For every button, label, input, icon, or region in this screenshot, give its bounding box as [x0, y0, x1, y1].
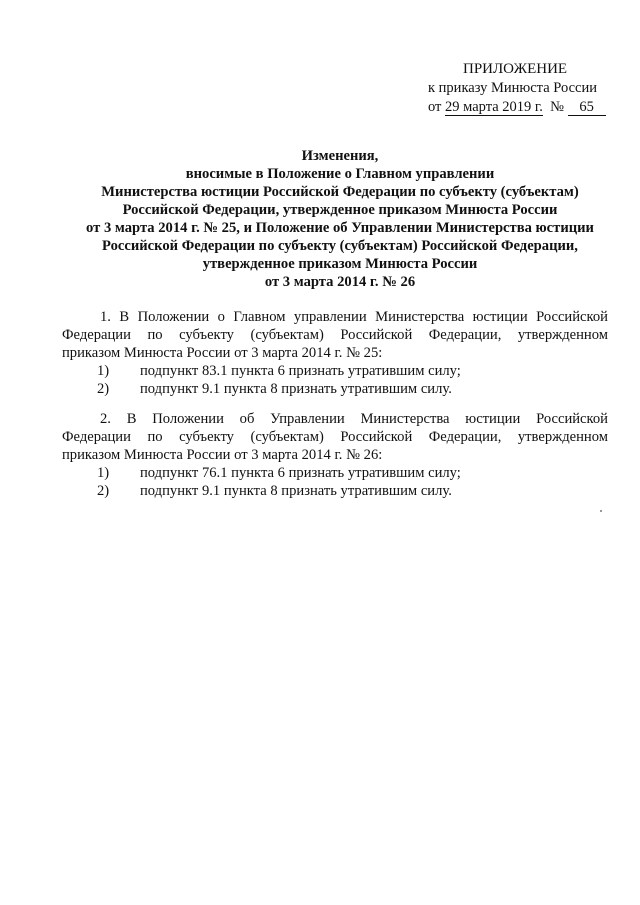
list-item — [62, 362, 608, 380]
date-value: 29 марта 2019 г. — [445, 99, 543, 115]
appendix-block — [428, 60, 628, 117]
heading-line: Изменения, — [301, 148, 379, 164]
section-2-line-2: Федерации по субъекту (субъектам) Российской Федерации, утвержденном — [62, 429, 608, 445]
list-item-number: 2) — [97, 483, 110, 499]
number-value: 65 — [568, 100, 606, 116]
section-1-line-3: приказом Минюста России от 3 марта 2014 г. № 25: — [62, 345, 383, 361]
appendix-date-line — [428, 98, 628, 117]
list-item-number: 1) — [97, 465, 110, 481]
date-prefix: от — [428, 99, 442, 115]
heading-line: вносимые в Положение о Главном управлении — [185, 166, 495, 182]
list-item-text: подпункт 83.1 пункта 6 признать утратившим силу; — [140, 363, 461, 379]
heading-line: Министерства юстиции Российской Федерации по субъекту (субъектам) — [101, 184, 579, 200]
number-prefix: № — [550, 99, 564, 115]
heading-line: от 3 марта 2014 г. № 26 — [264, 274, 416, 290]
section-2-line-1: 2. В Положении об Управлении Министерства юстиции Российской — [100, 411, 608, 427]
heading-line: Российской Федерации, утвержденное приказом Минюста России — [122, 202, 558, 218]
section-2-line-3: приказом Минюста России от 3 марта 2014 г. № 26: — [62, 447, 383, 463]
section-1-line-1: 1. В Положении о Главном управлении Министерства юстиции Российской — [100, 309, 608, 325]
list-item — [62, 380, 608, 398]
list-item-number: 1) — [97, 363, 110, 379]
list-item — [62, 482, 608, 500]
scan-speck — [600, 510, 602, 512]
section-1-line-2: Федерации по субъекту (субъектам) Российской Федерации, утвержденном — [62, 327, 608, 343]
list-item-text: подпункт 9.1 пункта 8 признать утратившим силу. — [140, 483, 452, 499]
list-item-number: 2) — [97, 381, 110, 397]
section-2 — [62, 410, 608, 500]
list-item-text: подпункт 76.1 пункта 6 признать утратившим силу; — [140, 465, 461, 481]
heading-line: утвержденное приказом Минюста России — [202, 256, 478, 272]
section-1 — [62, 308, 608, 398]
heading-line: от 3 марта 2014 г. № 25, и Положение об Управлении Министерства юстиции — [86, 220, 594, 236]
appendix-title: ПРИЛОЖЕНИЕ — [463, 61, 568, 77]
appendix-order-ref: к приказу Минюста России — [428, 80, 597, 96]
list-item — [62, 464, 608, 482]
list-item-text: подпункт 9.1 пункта 8 признать утратившим силу. — [140, 381, 452, 397]
document-heading — [40, 147, 640, 291]
heading-line: Российской Федерации по субъекту (субъектам) Российской Федерации, — [102, 238, 578, 254]
